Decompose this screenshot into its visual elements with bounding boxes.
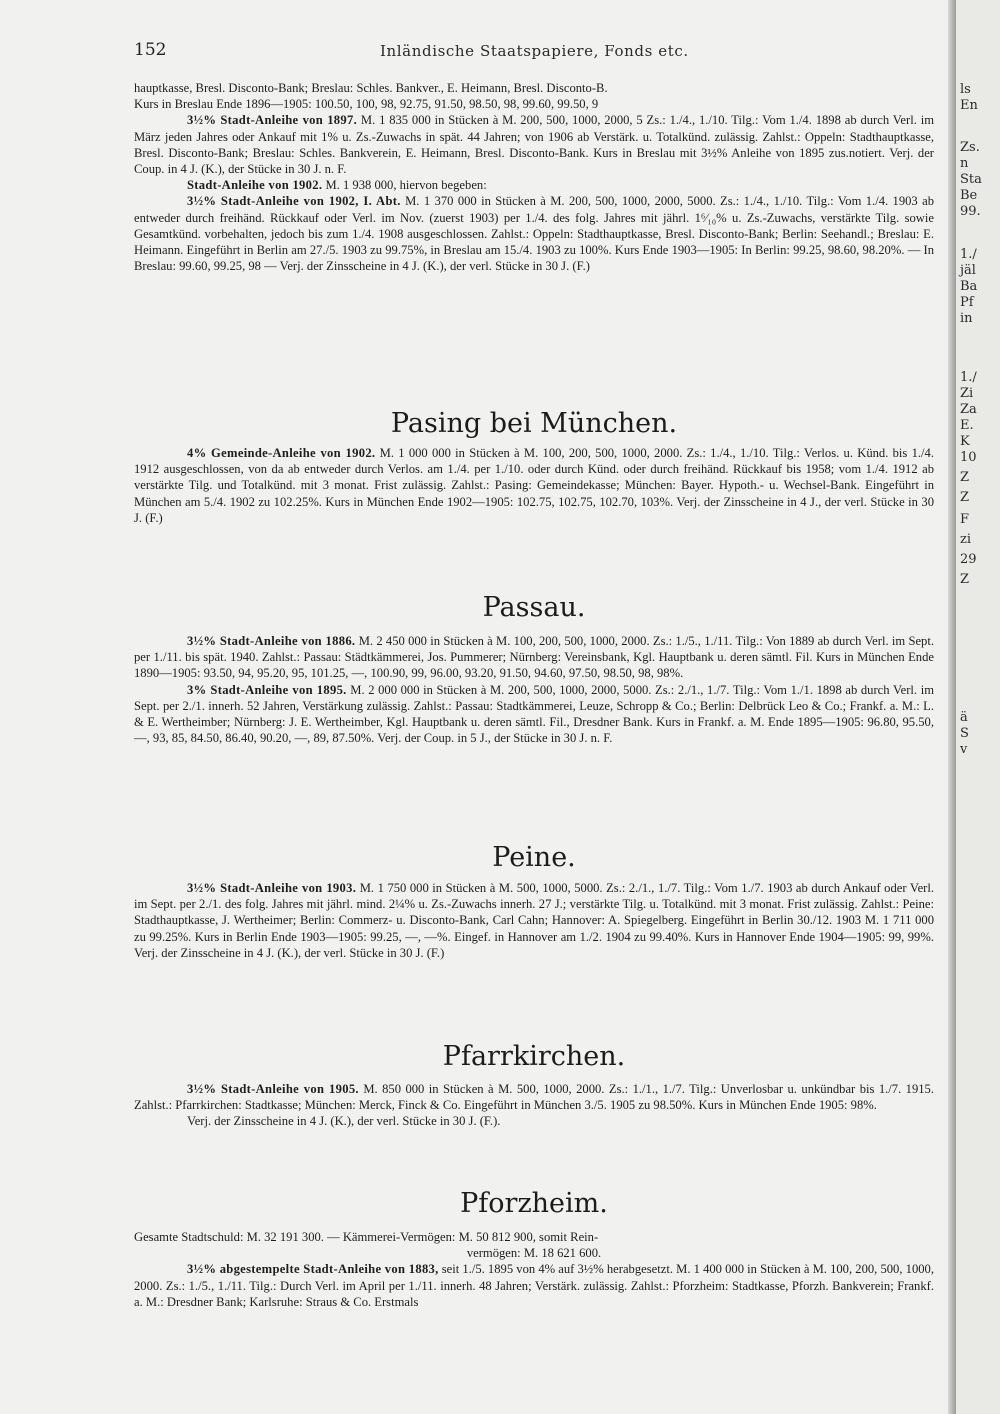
city-heading-peine: Peine. <box>492 842 576 873</box>
pasing-section <box>134 445 934 526</box>
loan-text: M. 1 750 000 in Stücken à M. 500, 1000, 5000. Zs.: 2./1., 1./7. Tilg.: Vom 1./7. 1903 ab durch Ankauf oder Verl. im Sept. per 2./1. des folg. Jahres mit jährl. mind. 2¼% u. Zs.-Zuwachs innerh. 27 J.; verstärkte Tilg. u. Totalkünd. mit 3 monat. Frist zulässig. Zahlst.: Peine: Stadthauptkasse, J. Wertheimer; Berlin: Commerz- u. Disconto-Bank, Carl Cahn; Hannover: A. Spiegelberg. Eingeführt in Berlin 30./12. 1903 M. 1 711 000 zu 99.25%. Kurs in Berlin Ende 1903—1905: 99.25, —, —%. Eingef. in Hannover am 1./2. 1904 zu 99.40%. Kurs in Hannover Ende 1904—1905: 99, 99%. Verj. der Zinsscheine in 4 J. (K.), der verl. Stücke in 30 J. (F.) <box>134 881 935 960</box>
loan-heading: 4% Gemeinde-Anleihe von 1902. <box>187 446 376 460</box>
page-number: 152 <box>134 40 167 60</box>
next-page-fragment: 1./ <box>960 247 977 262</box>
loan-heading: 3½% Stadt-Anleihe von 1897. <box>187 113 358 128</box>
loan-entry <box>134 1081 934 1113</box>
next-page-fragment: 1./ <box>960 370 977 385</box>
running-title: Inländische Staatspapiere, Fonds etc. <box>380 42 689 60</box>
next-page-fragment: K <box>960 434 970 449</box>
next-page-fragment: zi <box>960 532 972 547</box>
next-page-fragment: Zi <box>960 386 974 401</box>
next-page-fragment: ls <box>960 82 971 97</box>
next-page-fragment: jäl <box>960 263 976 278</box>
city-heading-pforzheim: Pforzheim. <box>460 1188 608 1219</box>
debt-line: vermögen: M. 18 621 600. <box>466 1246 602 1261</box>
loan-entry <box>134 445 934 526</box>
loan-heading: 3½% Stadt-Anleihe von 1886. <box>187 634 356 648</box>
next-page-fragment: Zs. <box>960 140 980 155</box>
next-page-fragment: Z <box>960 572 970 587</box>
next-page-fragment: En <box>960 98 978 113</box>
next-page-fragment: Za <box>960 402 977 417</box>
loan-text: seit 1./5. 1895 von 4% auf 3½% herabgesetzt. M. 1 400 000 in Stücken à M. 100, 200, 500, 1000, 2000. Zs.: 1./5., 1./11. Tilg.: Durch Verl. im April per 1./11. innerh. 48 Jahren; Verstärk. zulässig. Zahlst.: Pforzheim: Stadtkasse, Pforzh. Bankverein; Frankf. a. M.: Dresdner Bank; Karlsruhe: Straus & Co. Erstmals <box>134 1262 934 1309</box>
next-page-fragment: S <box>960 726 969 741</box>
peine-section <box>134 880 934 961</box>
pforzheim-section <box>134 1229 934 1310</box>
loan-text: M. 850 000 in Stücken à M. 500, 1000, 2000. Zs.: 1./1., 1./7. Tilg.: Unverlosbar u. unkündbar bis 1./7. 1915. Zahlst.: Pfarrkirchen: Stadtkasse; München: Merck, Finck & Co. Eingeführt in München 3./5. 1905 zu 98.50%. Kurs in München Ende 1905: 98%. <box>134 1082 935 1113</box>
loan-entry <box>134 633 934 682</box>
next-page-fragment: F <box>960 512 970 527</box>
loan-heading: 3% Stadt-Anleihe von 1895. <box>187 682 347 697</box>
pfarrkirchen-section <box>134 1081 934 1130</box>
loan-heading: 3½% abgestempelte Stadt-Anleihe von 1883, <box>187 1262 439 1277</box>
loan-text: M. 1 000 000 in Stücken à M. 100, 200, 500, 1000, 2000. Zs.: 1./4., 1./10. Tilg.: Verlos. u. Künd. bis 1./4. 1912 ausgeschlossen, von da ab entweder durch Verlos. am 1./4. per 1./10. oder durch Künd. oder durch freihänd. Rückkauf bis 1958; vom 1./4. 1912 ab verstärkte Tilg. und Totalkünd. mit 3 monat. Frist zulässig. Zahlst.: Pasing: Gemeindekasse; München: Bayer. Hypoth.- u. Wechsel-Bank. Eingeführt in München am 5./4. 1902 zu 102.25%. Kurs in München Ende 1902—1905: 102.75, 102.75, 102.70, 103%. Verj. der Zinsscheine in 4 J., der verl. Stücke in 30 J. (F.) <box>134 446 934 525</box>
verj-line: Verj. der Zinsscheine in 4 J. (K.), der verl. Stücke in 30 J. (F.). <box>187 1114 501 1129</box>
loan-text: M. 1 835 000 in Stücken à M. 200, 500, 1000, 2000, 5 Zs.: 1./4., 1./10. Tilg.: Vom 1./4. 1898 ab durch Verl. im März jeden Jahres oder Ankauf mit 1% u. Zs.-Zuwachs in spät. 44 Jahren; von 1906 ab Verstärk. u. Totalkünd. zulässig. Zahlst.: Oppeln: Stadthauptkasse, Bresl. Disconto-Bank; Breslau: Schles. Bankverein, E. Heimann, Bresl. Disconto-Bank. Kurs in Breslau mit 3½% Anleihe von 1895 zus.notiert. Verj. der Coup. in 4 J. (K.), der Stücke in 30 J. n. F. <box>134 113 934 177</box>
breslau-section <box>134 80 934 274</box>
debt-line: Gesamte Stadtschuld: M. 32 191 300. — Kämmerei-Vermögen: M. 50 812 900, somit Rein- <box>134 1230 599 1244</box>
loan-text: M. 1 370 000 in Stücken à M. 200, 500, 1000, 2000, 5000. Zs.: 1./4., 1./10. Tilg.: Vom 1./4. 1903 ab entweder durch freihänd. Rückkauf oder Verl. im Nov. (zuerst 1903) per 1./4. des folg. Jahres mit jährl. 1⁶⁄₁₀% u. Zs.-Zuwachs, verstärkte Tilg. sowie Gesamtkünd. vorbehalten, jedoch bis zum 1./4. 1908 ausgeschlossen. Zahlst.: Oppeln: Stadthauptkasse, Bresl. Disconto-Bank; Berlin: Seehandl.; Breslau: E. Heimann. Eingeführt in Berlin am 27./5. 1903 zu 99.75%, in Breslau am 15./4. 1903 zu 100%. Kurs Ende 1903—1905: In Berlin: 99.25, 98.60, 98.20%. — In Breslau: 99.60, 99.25, 98 — Verj. der Zinsscheine in 4 J. (K.), der verl. Stücke in 30 J. (F.) <box>134 194 935 274</box>
book-gutter <box>948 0 956 1414</box>
intro-line: hauptkasse, Bresl. Disconto-Bank; Breslau: Schles. Bankver., E. Heimann, Bresl. Disconto-B. <box>134 81 608 95</box>
city-heading-pasing: Pasing bei München. <box>390 408 678 439</box>
city-heading-passau: Passau. <box>482 592 586 623</box>
next-page-fragment: v <box>960 742 968 757</box>
loan-text: M. 1 938 000, hiervon begeben: <box>325 178 487 193</box>
next-page-fragment: 99. <box>960 204 981 219</box>
passau-section <box>134 633 934 746</box>
loan-text: M. 2 450 000 in Stücken à M. 100, 200, 500, 1000, 2000. Zs.: 1./5., 1./11. Tilg.: Von 1889 ab durch Verl. im Sept. per 1./11. bis spät. 1940. Zahlst.: Passau: Städtkämmerei, Jos. Pummerer; Nürnberg: Vereinsbank, Kgl. Hauptbank u. deren sämtl. Fil. Kurs in München Ende 1890—1905: 93.50, 94, 95.20, 95, 101.25, —, 100.90, 99, 96.00, 93.20, 91.50, 94.60, 97.50, 98.50, 98, 98%. <box>134 634 935 681</box>
next-page-fragment: ä <box>960 710 968 725</box>
loan-heading: 3½% Stadt-Anleihe von 1902, I. Abt. <box>187 194 401 209</box>
loan-entry <box>134 112 934 177</box>
next-page-fragment: Be <box>960 188 978 203</box>
next-page-fragment: 29 <box>960 552 977 567</box>
next-page-edge <box>956 0 1000 1414</box>
loan-heading: 3½% Stadt-Anleihe von 1903. <box>187 881 357 895</box>
loan-entry <box>134 177 934 193</box>
loan-heading: Stadt-Anleihe von 1902. <box>187 178 323 193</box>
next-page-fragment: Ba <box>960 279 978 294</box>
next-page-fragment: Z <box>960 470 970 485</box>
loan-entry <box>134 1261 934 1310</box>
next-page-fragment: Pf <box>960 295 974 310</box>
loan-heading: 3½% Stadt-Anleihe von 1905. <box>187 1082 359 1096</box>
next-page-fragment: 10 <box>960 450 977 465</box>
loan-entry <box>134 682 934 747</box>
loan-entry <box>134 880 934 961</box>
intro-line: Kurs in Breslau Ende 1896—1905: 100.50, 100, 98, 92.75, 91.50, 98.50, 98, 99.60, 99.50, 9 <box>134 97 599 112</box>
next-page-fragment: n <box>960 156 969 171</box>
next-page-fragment: Z <box>960 490 970 505</box>
next-page-fragment: Sta <box>960 172 982 187</box>
next-page-fragment: E. <box>960 418 974 433</box>
loan-text: M. 2 000 000 in Stücken à M. 200, 500, 1000, 2000, 5000. Zs.: 2./1., 1./7. Tilg.: Vom 1./1. 1898 ab durch Verl. im Sept. per 2./1. innerh. 52 Jahren, Verstärkung zulässig. Zahlst.: Passau: Stadtkämmerei, Leuze, Schropp & Co.; Berlin: Delbrück Leo & Co.; Frankf. a. M.: L. & E. Wertheimber; Nürnberg: J. E. Wertheimber, Kgl. Hauptbank u. deren sämtl. Fil., Dresdner Bank. Kurs in Frankf. a. M. Ende 1895—1905: 96.80, 95.50, —, 93, 85, 84.50, 86.40, 90.20, —, 89, 87.50%. Verj. der Coup. in 5 J., der Stücke in 30 J. n. F. <box>134 682 934 746</box>
city-heading-pfarrkirchen: Pfarrkirchen. <box>442 1041 626 1072</box>
loan-entry <box>134 193 934 274</box>
next-page-fragment: in <box>960 311 973 326</box>
page-header <box>134 40 934 62</box>
